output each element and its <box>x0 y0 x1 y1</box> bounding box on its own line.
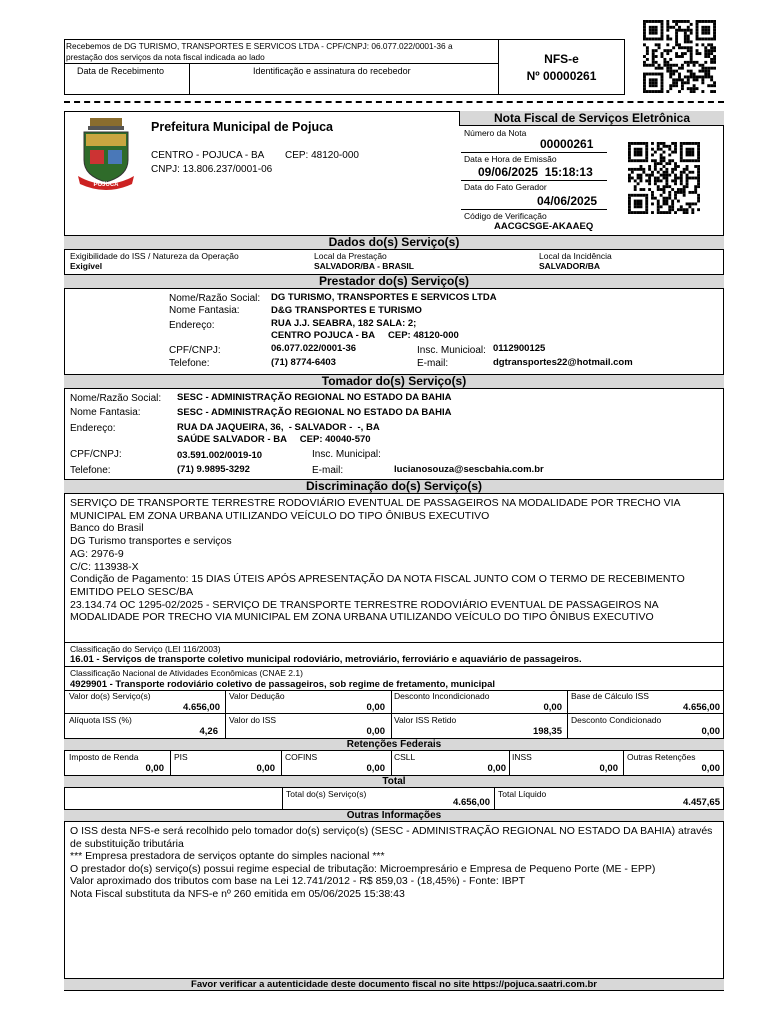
provider-cnpj-label: CPF/CNPJ: <box>169 345 221 356</box>
provider-address1: RUA J.J. SEABRA, 182 SALA: 2; <box>271 318 417 329</box>
other-info-line: O ISS desta NFS-e será recolhido pelo tomador do(s) serviço(s) (SESC - ADMINISTRAÇÃO REGIONAL NO ESTADO DA BAHIA) através <box>70 825 713 837</box>
local-prestacao-value: SALVADOR/BA - BRASIL <box>314 261 414 271</box>
exig-label: Exigibilidade do ISS / Natureza da Operação <box>70 251 239 261</box>
taker-fantasy: SESC - ADMINISTRAÇÃO REGIONAL NO ESTADO DA BAHIA <box>177 407 452 418</box>
taker-name: SESC - ADMINISTRAÇÃO REGIONAL NO ESTADO DA BAHIA <box>177 392 452 403</box>
taker-cnpj-label: CPF/CNPJ: <box>70 449 122 460</box>
classification-top-line <box>64 642 724 643</box>
provider-phone: (71) 8774-6403 <box>271 357 336 368</box>
outras-value: 0,00 <box>701 763 720 774</box>
values-col-3 <box>567 690 568 738</box>
provider-address-label: Endereço: <box>169 320 215 331</box>
section-provider: Prestador do(s) Serviço(s) <box>64 274 724 289</box>
cut-line <box>64 101 724 103</box>
provider-email: dgtransportes22@hotmail.com <box>493 357 633 368</box>
qr-code-icon <box>643 20 716 93</box>
invoice-number-label: Número da Nota <box>464 128 527 138</box>
local-incidencia-label: Local da Incidência <box>539 251 612 261</box>
desconto-cond: 0,00 <box>701 726 720 737</box>
provider-cnpj: 06.077.022/0001-36 <box>271 343 357 354</box>
total-col-2 <box>494 788 495 810</box>
ir-label: Imposto de Renda <box>69 752 139 762</box>
discrimination-line: 23.134.74 OC 1295-02/2025 - SERVIÇO DE TRANSPORTE TERRESTRE RODOVIÁRIO EVENTUAL DE PASSAGEIROS NA <box>70 598 659 611</box>
receipt-date-label: Data de Recebimento <box>77 66 165 76</box>
discrimination-line: Condição de Pagamento: 15 DIAS ÚTEIS APÓS APRESENTAÇÃO DA NOTA FISCAL JUNTO COM O TERMO DE RECEBIMENTO <box>70 573 685 586</box>
csll-value: 0,00 <box>487 763 506 774</box>
valor-deducao-label: Valor Dedução <box>229 691 285 701</box>
taker-fantasy-label: Nome Fantasia: <box>70 407 141 418</box>
outras-label: Outras Retenções <box>627 752 696 762</box>
desconto-incond-label: Desconto Incondicionado <box>394 691 490 701</box>
provider-name: DG TURISMO, TRANSPORTES E SERVICOS LTDA <box>271 292 497 303</box>
provider-fantasy: D&G TRANSPORTES E TURISMO <box>271 305 422 316</box>
taker-address2: SAÚDE SALVADOR - BA CEP: 40040-570 <box>177 434 371 445</box>
local-prestacao-label: Local da Prestação <box>314 251 387 261</box>
receipt-nfse-label: NFS-e <box>544 52 579 66</box>
discrimination-line: MUNICIPAL EM ZONA URBANA UTILIZANDO VEÍCULO DO TIPO ÔNIBUS EXECUTIVO <box>70 509 490 522</box>
taker-cnpj: 03.591.002/0019-10 <box>177 450 263 461</box>
class-divider <box>64 666 724 667</box>
provider-im-label: Insc. Municioal: <box>417 345 486 356</box>
city-crest-icon <box>74 116 138 190</box>
values-col-1 <box>225 690 226 738</box>
discrimination-line: Banco do Brasil <box>70 522 144 535</box>
verification-code: AACGCSGE-AKAAEQ <box>494 221 594 232</box>
pis-value: 0,00 <box>256 763 275 774</box>
number-underline <box>461 152 607 153</box>
aliquota-label: Alíquota ISS (%) <box>69 715 132 725</box>
discrimination-line: SERVIÇO DE TRANSPORTE TERRESTRE RODOVIÁRIO EVENTUAL DE PASSAGEIROS NA MODALIDADE POR TRECHO VIA <box>70 497 681 509</box>
valor-iss-label: Valor do ISS <box>229 715 277 725</box>
cnae-value: 4929901 - Transporte rodoviário coletivo de passageiros, sob regime de fretamento, municipal <box>70 679 495 690</box>
base-calculo-label: Base de Cálculo ISS <box>571 691 649 701</box>
inss-label: INSS <box>512 752 532 762</box>
provider-phone-label: Telefone: <box>169 358 210 369</box>
invoice-number: 00000261 <box>540 137 594 151</box>
values-col-2 <box>391 690 392 738</box>
receipt-signature-label: Identificação e assinatura do recebedor <box>253 66 411 76</box>
iss-retido-label: Valor ISS Retido <box>394 715 457 725</box>
other-info-line: de substituição tributária <box>70 837 184 850</box>
emission-underline <box>461 180 607 181</box>
values-mid-line <box>64 713 724 714</box>
service-class-value: 16.01 - Serviços de transporte coletivo municipal rodoviário, metroviário, ferroviário e aquaviário de passageiros. <box>70 654 582 665</box>
other-info-line: O prestador do(s) serviço(s) possui regime especial de tributação: Microempresário e Empresa de Pequeno Porte (ME - EPP) <box>70 862 656 875</box>
other-info-line: *** Empresa prestadora de serviços optante do simples nacional *** <box>70 850 385 862</box>
cofins-value: 0,00 <box>366 763 385 774</box>
taker-name-label: Nome/Razão Social: <box>70 393 162 404</box>
cofins-label: COFINS <box>285 752 318 762</box>
fact-date-label: Data do Fato Gerador <box>464 182 547 192</box>
emission-label: Data e Hora de Emissão <box>464 154 557 164</box>
taker-phone-label: Telefone: <box>70 465 111 476</box>
discrimination-line: MODALIDADE POR TRECHO VIA MUNICIPAL EM ZONA URBANA UTILIZANDO VEÍCULO DO TIPO ÔNIBUS EXECUTIVO <box>70 611 654 624</box>
base-calculo: 4.656,00 <box>683 702 720 713</box>
city-hall-cnpj: CNPJ: 13.806.237/0001-06 <box>151 164 273 175</box>
taker-email-label: E-mail: <box>312 465 344 476</box>
service-class-label: Classificação do Serviço (LEI 116/2003) <box>70 644 221 654</box>
section-discrimination: Discriminação do(s) Serviço(s) <box>64 479 724 494</box>
exig-value: Exigível <box>70 261 103 271</box>
section-retentions: Retenções Federais <box>64 738 724 751</box>
total-servicos-label: Total do(s) Serviço(s) <box>286 789 367 799</box>
valor-deducao: 0,00 <box>366 702 385 713</box>
crest-banner: POJUCA <box>93 182 119 188</box>
other-info-line: Valor aproximado dos tributos com base na Lei 12.741/2012 - R$ 859,03 - (18,45%) - Fonte: IBPT <box>70 875 526 887</box>
taker-email: lucianosouza@sescbahia.com.br <box>394 464 544 475</box>
section-services-data: Dados do(s) Serviço(s) <box>64 235 724 250</box>
receipt-divider <box>64 63 498 64</box>
valor-servicos: 4.656,00 <box>183 702 220 713</box>
receipt-text-line2: prestação dos serviços da nota fiscal indicada ao lado <box>66 52 265 62</box>
verification-label: Código de Verificação <box>464 211 547 221</box>
provider-email-label: E-mail: <box>417 358 449 369</box>
total-liquido: 4.457,65 <box>683 797 720 808</box>
taker-phone: (71) 9.9895-3292 <box>177 464 250 475</box>
pis-label: PIS <box>174 752 188 762</box>
provider-address2: CENTRO POJUCA - BA CEP: 48120-000 <box>271 330 459 341</box>
section-total: Total <box>64 775 724 788</box>
taker-address-label: Endereço: <box>70 423 116 434</box>
discrimination-line: C/C: 113938-X <box>70 560 139 573</box>
discrimination-line: AG: 2976-9 <box>70 547 124 560</box>
city-hall-cep: CEP: 48120-000 <box>285 150 359 161</box>
iss-retido: 198,35 <box>532 726 562 737</box>
document-title: Nota Fiscal de Serviços Eletrônica <box>459 111 724 126</box>
provider-name-label: Nome/Razão Social: <box>169 293 261 304</box>
valor-iss: 0,00 <box>366 726 385 737</box>
verification-qr-icon <box>628 142 700 214</box>
city-hall-address: CENTRO - POJUCA - BA <box>151 150 265 161</box>
provider-im: 0112900125 <box>493 343 546 354</box>
taker-im-label: Insc. Municipal: <box>312 449 381 460</box>
valor-servicos-label: Valor do(s) Serviço(s) <box>69 691 151 701</box>
footer-verify: Favor verificar a autenticidade deste documento fiscal no site https://pojuca.saatri.com.br <box>64 978 724 991</box>
fact-date: 04/06/2025 <box>537 194 598 208</box>
taker-address1: RUA DA JAQUEIRA, 36, - SALVADOR - -, BA <box>177 422 380 433</box>
cnae-label: Classificação Nacional de Atividades Econômicas (CNAE 2.1) <box>70 668 303 678</box>
emission-datetime: 09/06/2025 15:18:13 <box>478 165 593 179</box>
receipt-vdivider-1 <box>189 63 190 95</box>
discrimination-line: DG Turismo transportes e serviços <box>70 535 232 548</box>
total-liquido-label: Total Líquido <box>498 789 547 799</box>
desconto-incond: 0,00 <box>543 702 562 713</box>
total-servicos: 4.656,00 <box>453 797 490 808</box>
local-incidencia-value: SALVADOR/BA <box>539 261 601 271</box>
section-taker: Tomador do(s) Serviço(s) <box>64 374 724 389</box>
city-hall-name: Prefeitura Municipal de Pojuca <box>151 120 333 134</box>
other-info-line: Nota Fiscal substituta da NFS-e nº 260 emitida em 05/06/2025 15:38:43 <box>70 887 405 900</box>
csll-label: CSLL <box>394 752 416 762</box>
total-col-1 <box>282 788 283 810</box>
desconto-cond-label: Desconto Condicionado <box>571 715 662 725</box>
discrimination-line: EMITIDO PELO SESC/BA <box>70 585 194 598</box>
aliquota: 4,26 <box>199 726 218 737</box>
section-other-info: Outras Informações <box>64 809 724 822</box>
ir-value: 0,00 <box>145 763 164 774</box>
receipt-number-label: Nº 00000261 <box>526 69 597 83</box>
inss-value: 0,00 <box>599 763 618 774</box>
fact-underline <box>461 209 607 210</box>
receipt-text-line1: Recebemos de DG TURISMO, TRANSPORTES E SERVICOS LTDA - CPF/CNPJ: 06.077.022/0001-36 a <box>66 41 453 51</box>
receipt-vdivider-2 <box>498 39 499 95</box>
provider-fantasy-label: Nome Fantasia: <box>169 305 240 316</box>
